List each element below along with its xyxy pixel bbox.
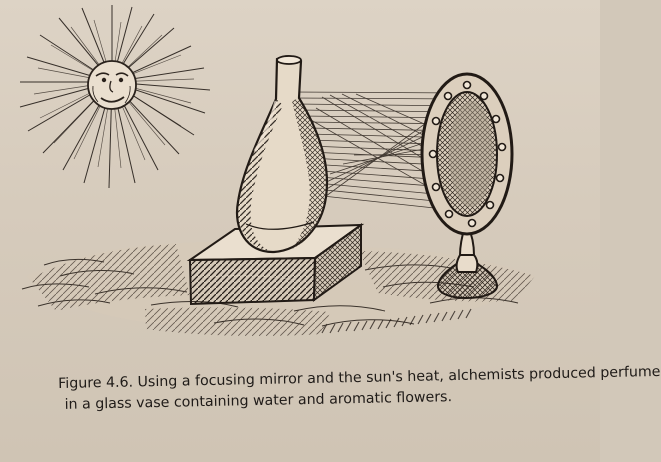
caption-line-1: Figure 4.6. Using a focusing mirror and the sun's heat, alchemists produced perfume [58,363,661,392]
sun-icon [20,5,210,188]
glass-vase-icon [237,56,327,252]
caption-line-2: in a glass vase containing water and aromatic flowers. [64,389,453,413]
